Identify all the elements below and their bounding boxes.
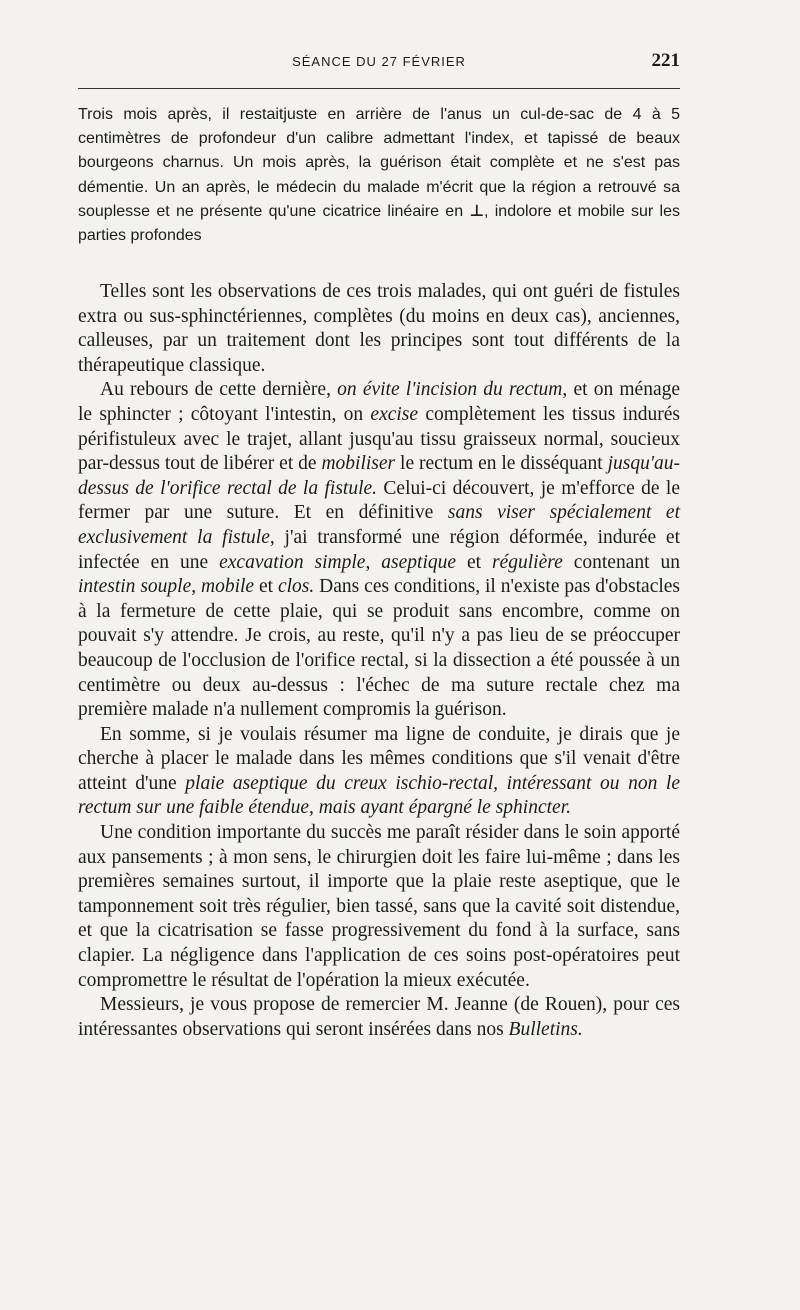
p2-text: , j'ai transformé une région déformée, indurée et infectée en une	[78, 526, 680, 573]
p2-italic: sans viser spécialement et exclusivement la fistule	[78, 502, 680, 548]
paragraph-2	[78, 378, 680, 722]
quote-text-1: Trois mois après, il restaitjuste en arrière de l'anus un cul-de-sac de 4 à 5 centimètres de profondeur d'un calibre admettant l'index, et tapissé de beaux bourgeons charnus. Un mois après, la guérison était complète et ne s'est pas démentie. Un an après, le médecin du malade m'écrit que la région a retrouvé sa souplesse et ne présente qu'une cicatrice linéaire en	[78, 106, 680, 220]
p2-italic: excise	[370, 403, 419, 425]
paragraph-4: Une condition importante du succès me paraît résider dans le soin apporté aux pansements ; à mon sens, le chirurgien doit les faire lui-même ; dans les premières semaines surtout, il importe que la plaie reste aseptique, que le tamponnement soit très régulier, bien tassé, sans que la cavité soit distendue, et que la cicatrisation se fasse progressivement du fond à la surface, sans clapier. La négligence dans l'application de ces soins post-opératoires peut compromettre le résultat de l'opération la mieux exécutée.	[78, 822, 680, 991]
paragraph-5	[78, 993, 680, 1042]
p2-italic: jusqu'au-dessus de l'orifice rectal de la fistule.	[78, 453, 681, 499]
p2-text: le rectum en le disséquant	[395, 453, 608, 475]
quote-text-2: , indolore et mobile sur les parties profondes	[78, 202, 680, 245]
running-header	[78, 50, 680, 74]
p2-text: , et on ménage le sphincter ; côtoyant l'intestin, on	[78, 379, 681, 425]
p3-italic: plaie aseptique du creux ischio-rectal, intéressant ou non le rectum sur une faible étendue, mais ayant épargné le sphincter.	[78, 772, 680, 819]
main-text	[78, 280, 680, 1042]
scar-symbol: ⊥	[469, 202, 485, 220]
p2-text: Celui-ci découvert, je m'efforce de le fermer par une suture. Et en définitive	[78, 477, 680, 524]
p2-text: Dans ces conditions, il n'existe pas d'obstacles à la fermeture de cette plaie, qui se produit sans encombre, comme on pouvait s'y attendre. Je crois, au reste, qu'il n'y a pas lieu de se préoccuper beaucoup de l'occlusion de l'orifice rectal, si la dissection a été poussée à un centimètre ou deux au-dessus : l'échec de ma suture rectale chez ma première malade n'a nullement compromis la guérison.	[78, 576, 681, 721]
p2-text: et	[254, 576, 278, 598]
quoted-observation	[78, 103, 680, 248]
p2-text: ,	[191, 576, 202, 598]
p2-text: ,	[365, 551, 382, 573]
p2-italic: mobiliser	[321, 453, 396, 475]
p2-text: et	[456, 551, 493, 573]
p2-text: complètement les tissus indurés périfistuleux avec le trajet, allant jusqu'au tissu graisseux normal, soucieux par-dessus tout de libérer et de	[78, 403, 680, 475]
p5-italic: Bulletins.	[508, 1018, 583, 1040]
p2-text: contenant un	[562, 551, 680, 573]
p2-italic: excavation simple	[219, 551, 366, 573]
p2-italic: intestin souple	[78, 576, 192, 598]
p5-text: Messieurs, je vous propose de remercier M. Jeanne (de Rouen), pour ces intéressantes observations qui seront insérées dans nos	[78, 994, 680, 1040]
p2-italic: mobile	[201, 576, 255, 598]
p2-italic: on évite l'incision du rectum	[337, 379, 563, 401]
paragraph-1: Telles sont les observations de ces trois malades, qui ont guéri de fistules extra ou sus-sphinctériennes, complètes (du moins en deux cas), anciennes, calleuses, par un traitement dont les principes sont tout différents de la thérapeutique classique.	[78, 281, 680, 376]
p2-italic: clos.	[277, 576, 315, 598]
page-number: 221	[651, 50, 680, 71]
paragraph-3	[78, 723, 680, 821]
p2-text: Au rebours de cette dernière,	[100, 379, 338, 401]
p3-text: En somme, si je voulais résumer ma ligne de conduite, je dirais que je cherche à placer le malade dans les mêmes conditions que s'il venait d'être atteint d'une	[78, 723, 680, 794]
p2-italic: aseptique	[381, 551, 457, 573]
p2-italic: régulière	[492, 551, 563, 573]
header-rule	[78, 88, 680, 89]
header-title: SÉANCE DU 27 FÉVRIER	[292, 54, 466, 69]
